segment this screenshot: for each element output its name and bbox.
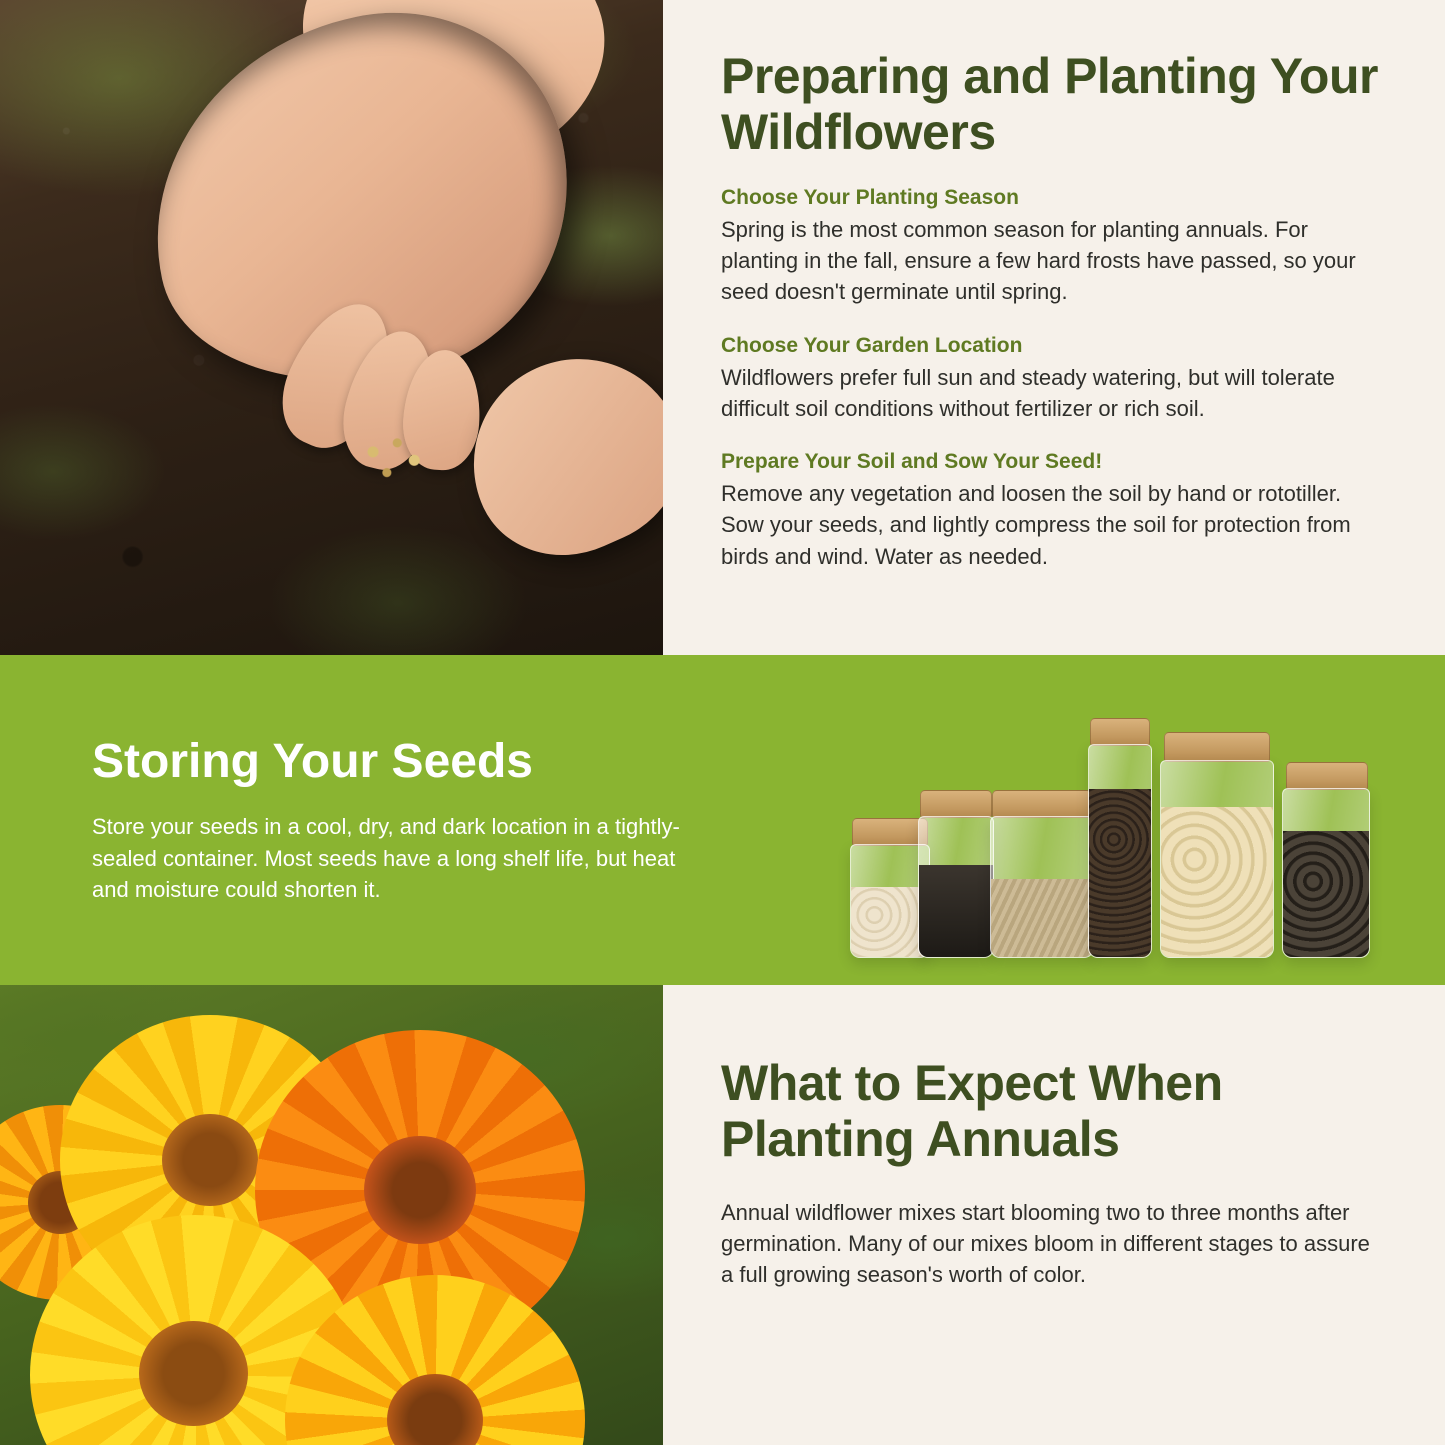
seed-jar [1088, 744, 1152, 958]
section-preparing-planting [0, 0, 1445, 655]
glass-jars-of-seeds-photo [820, 683, 1380, 958]
what-to-expect-paragraph: Annual wildflower mixes start blooming two to three months after germination. Many of our mixes bloom in different stages to assure a full growing season's worth of color. [721, 1200, 1370, 1288]
seeds-in-hand [356, 427, 435, 492]
paragraph-garden-location: Wildflowers prefer full sun and steady watering, but will tolerate difficult soil conditions without fertilizer or rich soil. [721, 364, 1335, 421]
cork-stopper-icon [992, 790, 1092, 818]
what-to-expect-text-column [663, 985, 1445, 1445]
storing-seeds-title: Storing Your Seeds [92, 734, 533, 788]
paragraph-planting-season: Spring is the most common season for planting annuals. For planting in the fall, ensure a few hard frosts have passed, so your seed doesn't germinate until spring. [721, 217, 1356, 305]
cork-stopper-icon [1286, 762, 1368, 790]
seed-jar [990, 816, 1094, 958]
section-what-to-expect [0, 985, 1445, 1445]
cork-stopper-icon [1090, 718, 1150, 746]
cork-stopper-icon [1164, 732, 1270, 762]
page-title: Preparing and Planting Your Wildflowers [721, 48, 1378, 160]
cork-stopper-icon [852, 818, 928, 846]
subheading-garden-location: Choose Your Garden Location [721, 333, 1023, 357]
seed-jar [1282, 788, 1370, 958]
hand-sowing-seeds-in-soil-photo [0, 0, 663, 655]
orange-and-yellow-wildflowers-photo [0, 985, 663, 1445]
seed-jar [1160, 760, 1274, 958]
paragraph-prepare-soil: Remove any vegetation and loosen the soil by hand or rototiller. Sow your seeds, and lightly compress the soil for protection from birds and wind. Water as needed. [721, 481, 1351, 569]
section-storing-seeds [0, 655, 1445, 985]
what-to-expect-title: What to Expect When Planting Annuals [721, 1055, 1223, 1167]
storing-seeds-paragraph: Store your seeds in a cool, dry, and dark location in a tightly-sealed container. Most seeds have a long shelf life, but heat and moisture could shorten it. [92, 813, 680, 903]
subheading-prepare-soil: Prepare Your Soil and Sow Your Seed! [721, 450, 1103, 474]
cork-stopper-icon [920, 790, 992, 818]
storing-seeds-text-column [0, 734, 700, 907]
preparing-planting-text-column [663, 0, 1445, 655]
seed-jar [918, 816, 994, 958]
subheading-planting-season: Choose Your Planting Season [721, 186, 1019, 209]
